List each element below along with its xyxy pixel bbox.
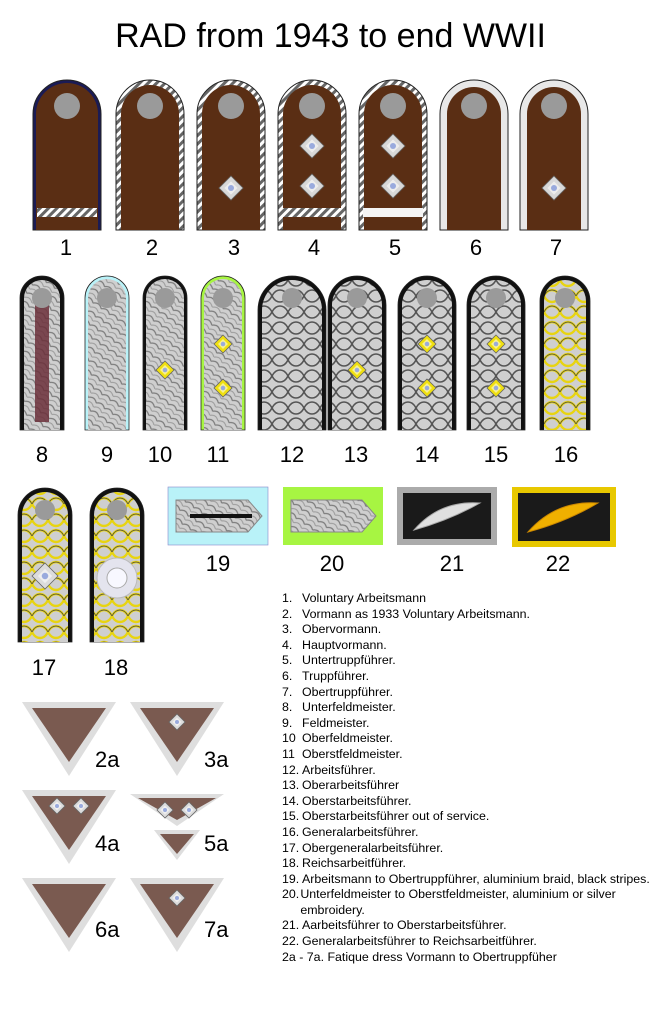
legend-item: 1. Voluntary Arbeitsmann (282, 591, 426, 605)
button-icon (35, 500, 55, 520)
button-icon (486, 288, 506, 308)
strap-5 (359, 80, 427, 230)
strap-7 (520, 80, 588, 230)
triangle-label-3a: 3a (204, 747, 229, 772)
insignia-number-12: 12 (279, 442, 305, 467)
strap-4 (278, 80, 346, 230)
legend-item: 21. Aarbeitsführer to Oberstarbeitsführer. (282, 918, 507, 933)
triangle-label-6a: 6a (95, 917, 120, 942)
button-icon (417, 288, 437, 308)
triangle-label-2a: 2a (95, 747, 120, 772)
button-icon (54, 93, 80, 119)
insignia-number-1: 1 (59, 235, 73, 260)
legend-item: 14. Oberstarbeitsführer. (282, 793, 412, 808)
insignia-number-10: 10 (147, 442, 173, 467)
strap-12 (258, 276, 326, 430)
insignia-number-19: 19 (205, 551, 231, 576)
insignia-number-9: 9 (100, 442, 114, 467)
legend-item: 4. Hauptvormann. (282, 637, 387, 652)
legend-item: 5. Untertruppführer. (282, 653, 396, 668)
emblem-icon (97, 558, 137, 598)
button-icon (555, 288, 575, 308)
strap-1 (33, 80, 101, 230)
legend-item: 8. Unterfeldmeister. (282, 700, 396, 715)
strap-17 (18, 488, 72, 642)
legend-item: 11 Oberstfeldmeister. (282, 746, 403, 761)
legend-item: 10 Oberfeldmeister. (282, 731, 393, 746)
legend-item: 3. Obervormann. (282, 622, 382, 637)
button-icon (541, 93, 567, 119)
legend-item: 22. Generalarbeitsführer to Reichsarbeitführer. (282, 934, 537, 949)
insignia-number-15: 15 (483, 442, 509, 467)
strap-11 (201, 276, 245, 430)
insignia-number-8: 8 (35, 442, 49, 467)
button-icon (107, 500, 127, 520)
insignia-number-3: 3 (227, 235, 241, 260)
rank-legend (282, 591, 652, 965)
legend-item: 13. Oberarbeitsführer (282, 778, 400, 793)
triangle-label-7a: 7a (204, 917, 229, 942)
strap-18 (90, 488, 144, 642)
button-icon (137, 93, 163, 119)
insignia-number-7: 7 (549, 235, 563, 260)
button-icon (380, 93, 406, 119)
insignia-number-22: 22 (545, 551, 571, 576)
legend-item: 19. Arbeitsmann to Obertruppführer, aluminium braid, black stripes. (282, 871, 650, 886)
button-icon (32, 288, 52, 308)
insignia-number-13: 13 (343, 442, 369, 467)
legend-item: 20. Unterfeldmeister to Oberstfeldmeister, aluminium or silver embroidery. (282, 887, 616, 917)
button-icon (213, 288, 233, 308)
insignia-number-18: 18 (103, 655, 129, 680)
collar-patch-21 (397, 487, 497, 545)
strap-9 (85, 276, 129, 430)
legend-item: 7. Obertruppführer. (282, 684, 393, 699)
button-icon (218, 93, 244, 119)
insignia-number-14: 14 (414, 442, 440, 467)
strap-8 (20, 276, 64, 430)
strap-15 (467, 276, 525, 430)
insignia-number-11: 11 (206, 442, 230, 467)
button-icon (299, 93, 325, 119)
insignia-number-6: 6 (469, 235, 483, 260)
legend-item: 17. Obergeneralarbeitsführer. (282, 840, 444, 855)
legend-item: 2a - 7a. Fatique dress Vormann to Obertruppfüher (282, 949, 557, 964)
strap-14 (398, 276, 456, 430)
legend-item: 12. Arbeitsführer. (282, 762, 376, 777)
button-icon (347, 288, 367, 308)
collar-patch-19 (168, 487, 268, 545)
insignia-number-17: 17 (31, 655, 57, 680)
collar-patch-22 (512, 487, 616, 547)
legend-item: 2. Vormann as 1933 Voluntary Arbeitsmann. (282, 606, 530, 621)
button-icon (155, 288, 175, 308)
strap-13 (328, 276, 386, 430)
strap-2 (116, 80, 184, 230)
strap-3 (197, 80, 265, 230)
strap-16 (540, 276, 590, 430)
legend-item: 9. Feldmeister. (282, 715, 370, 730)
collar-patch-20 (283, 487, 383, 545)
insignia-number-16: 16 (553, 442, 579, 467)
insignia-number-21: 21 (439, 551, 465, 576)
legend-item: 16. Generalarbeitsführer. (282, 824, 419, 839)
triangle-label-5a: 5a (204, 831, 229, 856)
legend-item: 6. Truppführer. (282, 668, 370, 683)
insignia-number-4: 4 (307, 235, 321, 260)
legend-item: 15. Oberstarbeitsführer out of service. (282, 809, 490, 824)
legend-item: 18. Reichsarbeitführer. (282, 856, 406, 871)
insignia-number-20: 20 (319, 551, 345, 576)
button-icon (282, 288, 302, 308)
button-icon (97, 288, 117, 308)
strap-6 (440, 80, 508, 230)
strap-10 (143, 276, 187, 430)
page-title: RAD from 1943 to end WWII (115, 17, 546, 55)
triangle-label-4a: 4a (95, 831, 120, 856)
insignia-number-5: 5 (388, 235, 402, 260)
button-icon (461, 93, 487, 119)
insignia-number-2: 2 (145, 235, 159, 260)
